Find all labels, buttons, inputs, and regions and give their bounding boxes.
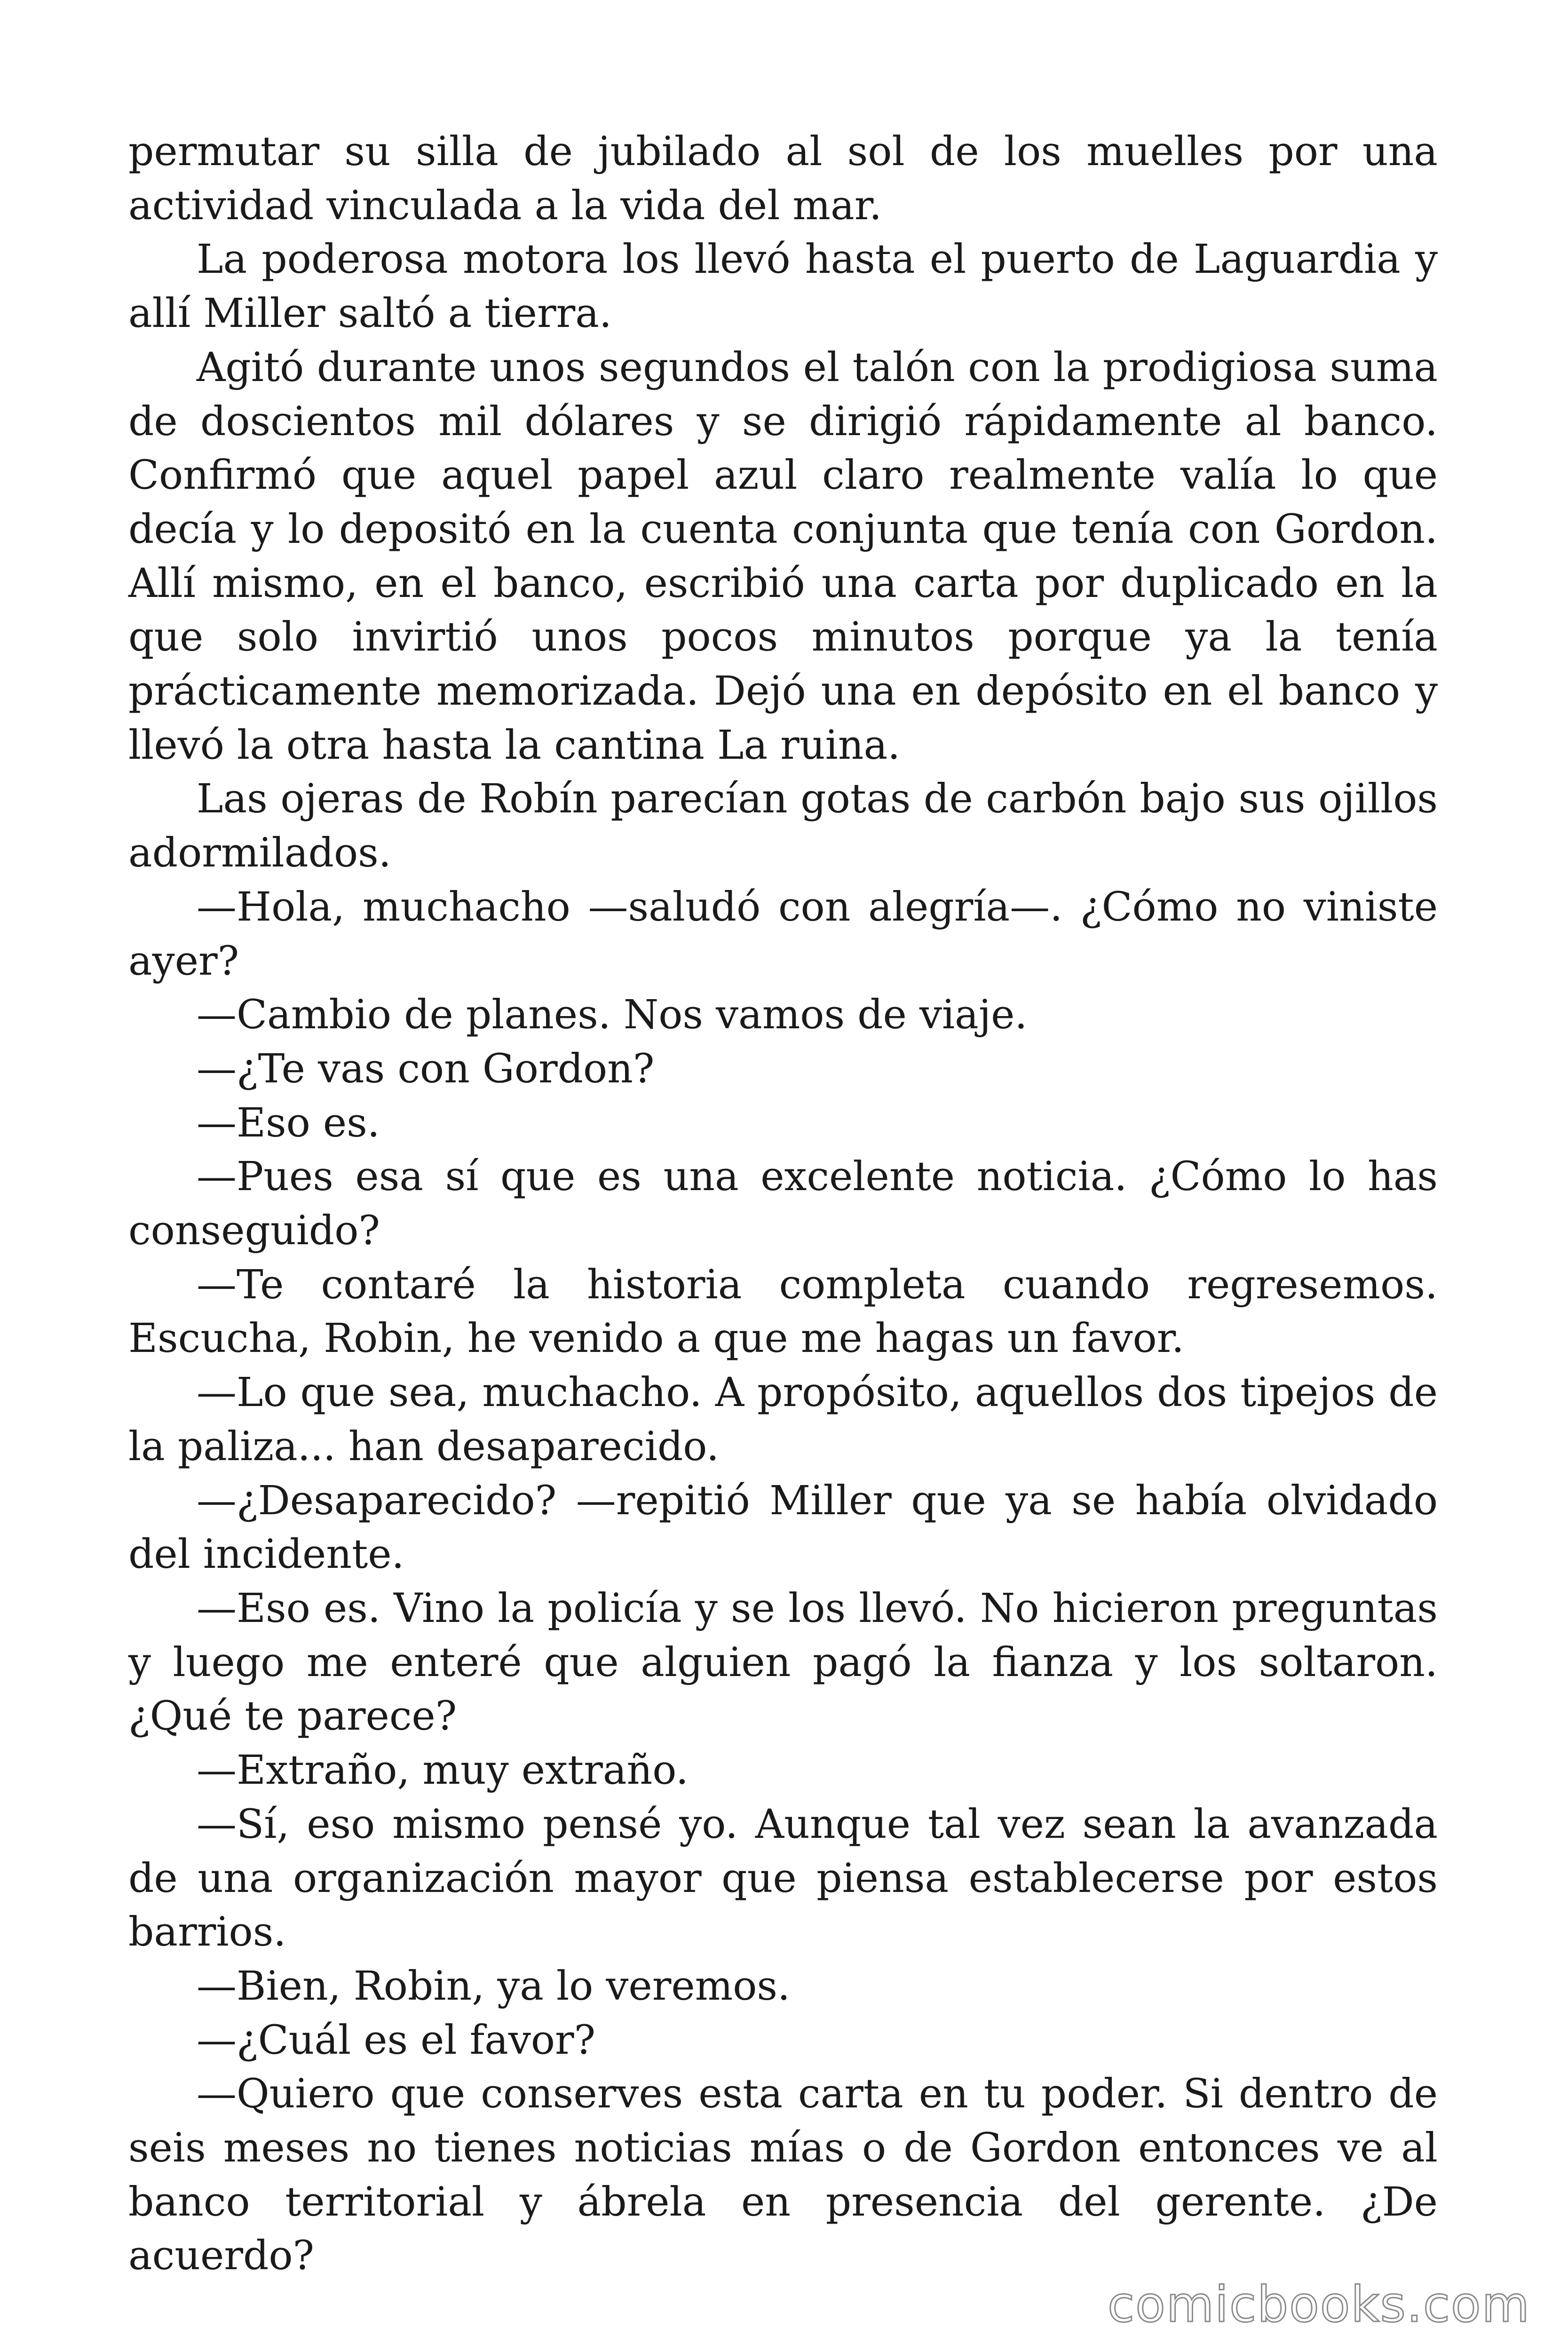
body-text <box>128 125 1438 2283</box>
dialogue-line: —¿Te vas con Gordon? <box>197 1045 655 1092</box>
dialogue-line: —¿Desaparecido? —repitió Miller que ya se había olvidado del incidente. <box>128 1477 1438 1578</box>
dialogue-line: —Pues esa sí que es una excelente noticia. ¿Cómo lo has conseguido? <box>128 1153 1438 1255</box>
paragraph-continued: permutar su silla de jubilado al sol de los muelles por una actividad vinculada a la vida del mar. <box>128 128 1438 229</box>
dialogue-line: —Te contaré la historia completa cuando regresemos. Escucha, Robin, he venido a que me hagas un favor. <box>128 1261 1438 1362</box>
dialogue-line: —¿Cuál es el favor? <box>197 2017 596 2064</box>
paragraph: La poderosa motora los llevó hasta el puerto de Laguardia y allí Miller saltó a tierra. <box>128 236 1438 337</box>
dialogue-line: —Lo que sea, muchacho. A propósito, aquellos dos tipejos de la paliza... han desaparecido. <box>128 1369 1438 1470</box>
dialogue-line: —Quiero que conserves esta carta en tu poder. Si dentro de seis meses no tienes noticias mías o de Gordon entonces ve al banco territorial y ábrela en presencia del gerente. ¿De acuerdo? <box>128 2071 1438 2280</box>
dialogue-line: —Hola, muchacho —saludó con alegría—. ¿Cómo no viniste ayer? <box>128 883 1438 985</box>
watermark: comicbooks.com <box>1107 2276 1530 2333</box>
dialogue-line: —Eso es. <box>197 1099 380 1146</box>
dialogue-line: —Eso es. Vino la policía y se los llevó. No hicieron preguntas y luego me enteré que alguien pagó la fianza y los soltaron. ¿Qué te parece? <box>128 1585 1438 1740</box>
paragraph: Las ojeras de Robín parecían gotas de carbón bajo sus ojillos adormilados. <box>128 776 1438 877</box>
dialogue-line: —Cambio de planes. Nos vamos de viaje. <box>197 992 1028 1039</box>
dialogue-line: —Extraño, muy extraño. <box>197 1747 689 1794</box>
dialogue-line: —Sí, eso mismo pensé yo. Aunque tal vez sean la avanzada de una organización mayor que piensa establecerse por estos barrios. <box>128 1801 1438 1956</box>
paragraph: Agitó durante unos segundos el talón con la prodigiosa suma de doscientos mil dólares y se dirigió rápidamente al banco. Confirmó que aquel papel azul claro realmente valía lo que decía y lo depositó en la cuenta conjunta que tenía con Gordon. Allí mismo, en el banco, escribió una carta por duplicado en la que solo invirtió unos pocos minutos porque ya la tenía prácticamente memorizada. Dejó una en depósito en el banco y llevó la otra hasta la cantina La ruina. <box>128 344 1438 769</box>
dialogue-line: —Bien, Robin, ya lo veremos. <box>197 1963 791 2010</box>
